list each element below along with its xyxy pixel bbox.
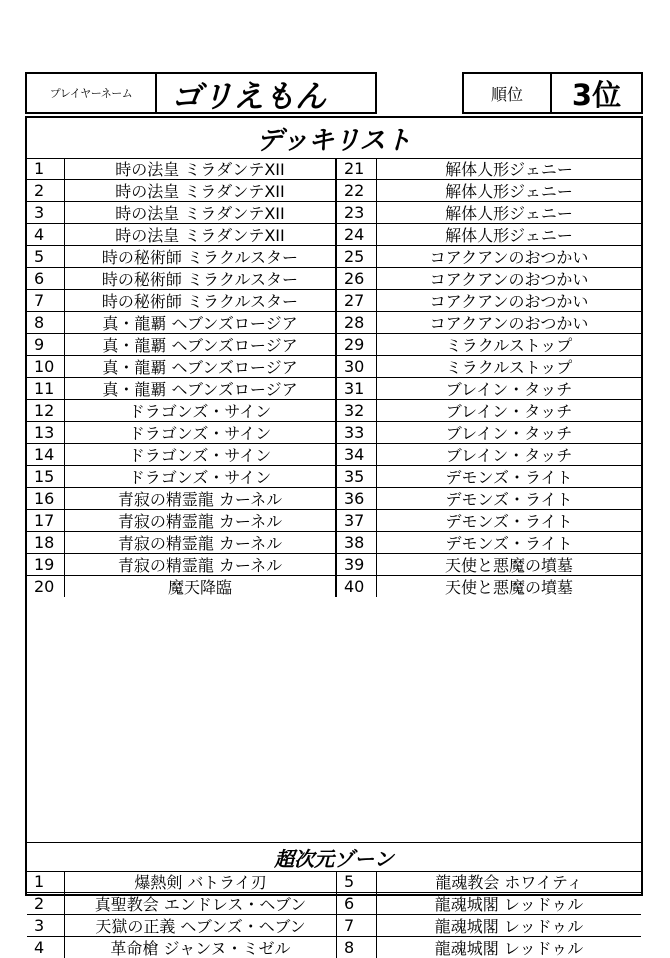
- card-name: コアクアンのおつかい: [429, 248, 589, 267]
- hyperspatial-zone-table: [27, 871, 641, 958]
- table-row: [27, 444, 641, 466]
- table-row: [27, 422, 641, 444]
- table-row: [27, 224, 641, 246]
- deck-list-table: [27, 158, 641, 597]
- card-name: 解体人形ジェニー: [445, 204, 573, 223]
- table-row: [27, 378, 641, 400]
- card-number: 9: [27, 334, 65, 355]
- card-number: 37: [337, 510, 377, 531]
- card-name: 解体人形ジェニー: [445, 226, 573, 245]
- card-number: 15: [27, 466, 65, 487]
- card-name: ブレイン・タッチ: [445, 424, 573, 443]
- card-name: ドラゴンズ・サイン: [65, 444, 337, 465]
- player-name-label: プレイヤーネーム: [25, 72, 157, 114]
- card-name: ミラクルストップ: [445, 336, 573, 355]
- deck-list-sheet: [25, 116, 643, 958]
- card-number: 40: [337, 576, 377, 597]
- card-number: 19: [27, 554, 65, 575]
- table-row: [27, 356, 641, 378]
- card-name: 天使と悪魔の墳墓: [444, 556, 573, 575]
- card-name: コアクアンのおつかい: [429, 292, 589, 311]
- card-name: 青寂の精霊龍 カーネル: [65, 554, 337, 575]
- card-number: 27: [337, 290, 377, 311]
- card-number: 32: [337, 400, 377, 421]
- table-row: [27, 400, 641, 422]
- card-number: 39: [337, 554, 377, 575]
- card-number: 14: [27, 444, 65, 465]
- table-row: [27, 532, 641, 554]
- card-number: 31: [337, 378, 377, 399]
- card-number: 12: [27, 400, 65, 421]
- card-name: 時の法皇 ミラダンテXII: [65, 224, 337, 245]
- player-name-value: ゴリえもん: [155, 72, 377, 114]
- card-number: 20: [27, 576, 65, 597]
- card-number: 25: [337, 246, 377, 267]
- card-name: デモンズ・ライト: [445, 534, 573, 553]
- table-row: [27, 268, 641, 290]
- card-number: 16: [27, 488, 65, 509]
- card-name: 時の法皇 ミラダンテXII: [65, 180, 337, 201]
- card-number: 5: [27, 246, 65, 267]
- deck-list-title: デッキリスト: [27, 118, 641, 159]
- table-row: [27, 554, 641, 576]
- card-name: デモンズ・ライト: [445, 490, 573, 509]
- table-row: [27, 246, 641, 268]
- card-number: 7: [27, 290, 65, 311]
- table-row: [27, 871, 641, 893]
- card-name: ミラクルストップ: [445, 358, 573, 377]
- card-name: 革命槍 ジャンヌ・ミゼル: [65, 937, 337, 958]
- card-number: 8: [337, 937, 377, 958]
- card-name: 天獄の正義 ヘブンズ・ヘブン: [65, 915, 337, 936]
- table-row: [27, 576, 641, 597]
- card-number: 4: [27, 937, 65, 958]
- card-name: ブレイン・タッチ: [445, 402, 573, 421]
- card-number: 30: [337, 356, 377, 377]
- table-row: [27, 312, 641, 334]
- card-number: 4: [27, 224, 65, 245]
- table-row: [27, 893, 641, 915]
- card-number: 2: [27, 893, 65, 914]
- card-name: 真・龍覇 ヘブンズロージア: [65, 378, 337, 399]
- card-name: 時の法皇 ミラダンテXII: [65, 202, 337, 223]
- card-number: 34: [337, 444, 377, 465]
- table-row: [27, 915, 641, 937]
- card-name: 真聖教会 エンドレス・ヘブン: [65, 893, 337, 914]
- card-number: 35: [337, 466, 377, 487]
- card-name: 時の秘術師 ミラクルスター: [65, 246, 337, 267]
- card-name: 爆熱剣 バトライ刃: [65, 871, 337, 892]
- hyperspatial-zone-title: 超次元ゾーン: [27, 842, 641, 872]
- card-name: 真・龍覇 ヘブンズロージア: [65, 312, 337, 333]
- table-row: [27, 158, 641, 180]
- card-number: 2: [27, 180, 65, 201]
- card-name: 天使と悪魔の墳墓: [444, 578, 573, 597]
- card-number: 5: [337, 871, 377, 892]
- card-name: デモンズ・ライト: [445, 468, 573, 487]
- card-number: 6: [27, 268, 65, 289]
- card-name: 龍魂城閣 レッドゥル: [434, 939, 584, 958]
- card-name: 真・龍覇 ヘブンズロージア: [65, 334, 337, 355]
- card-name: 解体人形ジェニー: [445, 160, 573, 179]
- card-name: コアクアンのおつかい: [429, 270, 589, 289]
- table-row: [27, 180, 641, 202]
- card-number: 26: [337, 268, 377, 289]
- card-number: 22: [337, 180, 377, 201]
- table-row: [27, 937, 641, 958]
- card-number: 33: [337, 422, 377, 443]
- table-row: [27, 290, 641, 312]
- card-name: デモンズ・ライト: [445, 512, 573, 531]
- card-name: ブレイン・タッチ: [445, 446, 573, 465]
- card-number: 38: [337, 532, 377, 553]
- card-number: 1: [27, 871, 65, 892]
- card-number: 1: [27, 158, 65, 179]
- rank-value: 3位: [550, 72, 643, 114]
- card-number: 28: [337, 312, 377, 333]
- card-number: 23: [337, 202, 377, 223]
- card-name: ドラゴンズ・サイン: [65, 422, 337, 443]
- card-number: 13: [27, 422, 65, 443]
- card-name: コアクアンのおつかい: [429, 314, 589, 333]
- table-row: [27, 466, 641, 488]
- card-name: 龍魂城閣 レッドゥル: [434, 917, 584, 936]
- card-number: 6: [337, 893, 377, 914]
- card-name: 青寂の精霊龍 カーネル: [65, 510, 337, 531]
- card-name: ドラゴンズ・サイン: [65, 466, 337, 487]
- card-number: 17: [27, 510, 65, 531]
- card-number: 36: [337, 488, 377, 509]
- card-name: 龍魂城閣 レッドゥル: [434, 895, 584, 914]
- table-row: [27, 202, 641, 224]
- card-name: 時の秘術師 ミラクルスター: [65, 268, 337, 289]
- card-number: 8: [27, 312, 65, 333]
- card-name: 青寂の精霊龍 カーネル: [65, 488, 337, 509]
- card-number: 21: [337, 158, 377, 179]
- card-number: 7: [337, 915, 377, 936]
- rank-label: 順位: [462, 72, 552, 114]
- card-name: 時の秘術師 ミラクルスター: [65, 290, 337, 311]
- card-name: 魔天降臨: [65, 576, 337, 597]
- card-name: ブレイン・タッチ: [445, 380, 573, 399]
- card-name: 龍魂教会 ホワイティ: [435, 873, 583, 892]
- card-number: 29: [337, 334, 377, 355]
- card-name: 青寂の精霊龍 カーネル: [65, 532, 337, 553]
- table-row: [27, 488, 641, 510]
- card-name: 時の法皇 ミラダンテXII: [65, 158, 337, 179]
- table-row: [27, 334, 641, 356]
- card-name: 真・龍覇 ヘブンズロージア: [65, 356, 337, 377]
- card-name: 解体人形ジェニー: [445, 182, 573, 201]
- card-number: 3: [27, 202, 65, 223]
- table-row: [27, 510, 641, 532]
- card-number: 11: [27, 378, 65, 399]
- card-name: ドラゴンズ・サイン: [65, 400, 337, 421]
- card-number: 18: [27, 532, 65, 553]
- card-number: 24: [337, 224, 377, 245]
- card-number: 3: [27, 915, 65, 936]
- card-number: 10: [27, 356, 65, 377]
